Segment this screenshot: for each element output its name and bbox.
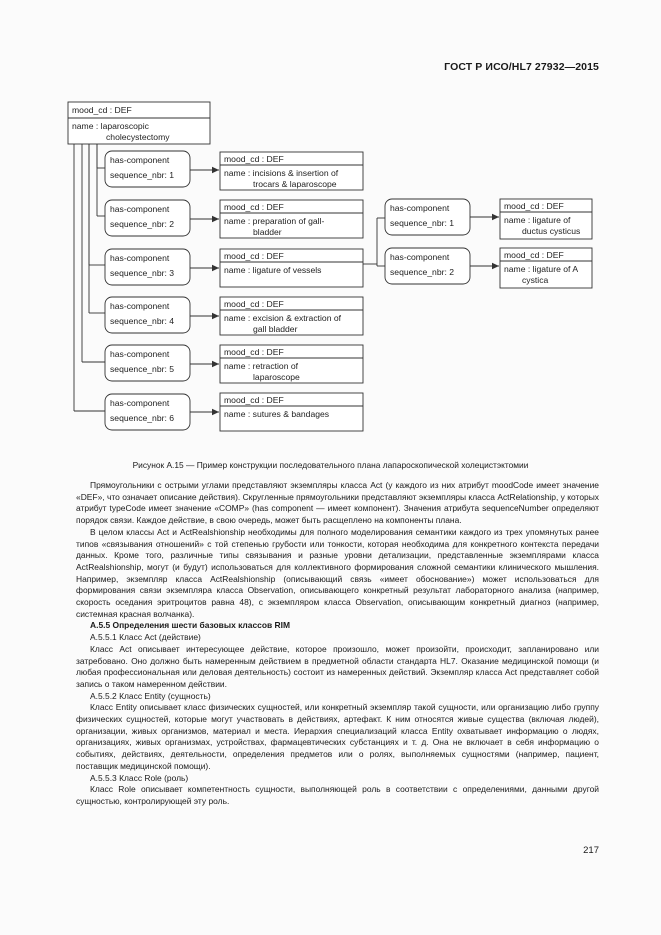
page-number: 217 xyxy=(583,845,599,856)
act-name-text: name : incisions & insertion of xyxy=(224,168,339,178)
root-name-text: name : laparoscopic xyxy=(72,121,149,131)
act-name-text: name : preparation of gall- xyxy=(224,216,325,226)
act-name-cont-text: trocars & laparoscope xyxy=(253,179,337,189)
act-name-text: name : retraction of xyxy=(224,361,299,371)
root-name-cont-text: cholecystectomy xyxy=(106,132,170,142)
act-box-5 xyxy=(220,345,363,383)
link-seq-text: sequence_nbr: 1 xyxy=(110,170,175,180)
link-type-text: has-component xyxy=(110,301,170,311)
act-mood-text: mood_cd : DEF xyxy=(224,154,284,164)
act-name-cont-text: ductus cysticus xyxy=(522,226,581,236)
link-type-text: has-component xyxy=(110,253,170,263)
paragraph: Класс Act описывает интересующее действие, которое произошло, может произойти, происходит, запланировано или затребовано. Оно должно быть намеренным действием в предметной области стандарта HL7. Оказание медицинской помощи (и любая профессиональная или деловая деятельность) состоит из намеренных действий. Экземпляр класса Act представляет собой запись о таком намеренном действии. xyxy=(76,643,599,689)
subcomponent-link-2 xyxy=(385,248,470,284)
act-box-4 xyxy=(220,297,363,335)
act-name-text: name : ligature of A xyxy=(504,264,579,274)
act-mood-text: mood_cd : DEF xyxy=(224,202,284,212)
act-name-text: name : ligature of xyxy=(504,215,571,225)
link-seq-text: sequence_nbr: 4 xyxy=(110,316,175,326)
component-link-2 xyxy=(105,200,190,236)
subsection-title: А.5.5.3 Класс Role (роль) xyxy=(90,772,189,783)
act-mood-text: mood_cd : DEF xyxy=(224,347,284,357)
link-seq-text: sequence_nbr: 2 xyxy=(110,219,175,229)
paragraph: В целом классы Act и ActRealshionship необходимы для полного моделирования семантики каждого из трех упомянутых ранее типов «связывания отношений» с той степенью грубости или тонкости, которая необходима для конкретного контекста передачи данных. Кроме того, различные типы связывания и разные уровни детализации, представленные экземплярами класса ActRealshionship, могут (и будут) использоваться для коллективного формирования сложной семантики клинического мышления. Например, экземпляр класса ActRealshionship (описывающий связь «имеет обоснование») может использоваться для формирования связи экземпляра класса Observation, описывающего конкретный результат лабораторного анализа (например, скорость оседания эритроцитов равна 48), с экземпляром класса Observation, описывающим конкретный диагноз (например, системная красная волчанка). xyxy=(76,526,599,619)
act-box-1 xyxy=(220,152,363,190)
act-mood-text: mood_cd : DEF xyxy=(224,395,284,405)
act-name-text: name : ligature of vessels xyxy=(224,265,322,275)
paragraph: Класс Entity описывает класс физических сущностей, или конкретный экземпляр такой сущности, или организацию либо группу физических сущностей, которые могут участвовать в действиях, артефакт. К ним относятся живые существа (включая людей), организации, живых организмов, материал и места. Иерархия специализаций класса Entity охватывает информацию о людях, организациях, живых организмах, устройствах, фармацевтических субстанциях и т. д. Она не включает в себя информацию о событиях, действиях, деятельности, определения предметов или о ролях, выполняемых сущностями (например, пациент, поставщик медицинской помощи). xyxy=(76,702,599,771)
subact-box-1 xyxy=(500,199,592,239)
section-heading: А.5.5 Определения шести базовых классов RIM xyxy=(90,620,291,631)
link-type-text: has-component xyxy=(110,155,170,165)
subsection-title: А.5.5.1 Класс Act (действие) xyxy=(90,632,201,643)
link-seq-text: sequence_nbr: 3 xyxy=(110,268,175,278)
act-name-cont-text: bladder xyxy=(253,227,282,237)
figure-caption: Рисунок А.15 — Пример конструкции последовательного плана лапароскопической холецистэктомии xyxy=(132,460,529,470)
link-type-text: has-component xyxy=(110,204,170,214)
link-type-text: has-component xyxy=(110,349,170,359)
document-header: ГОСТ Р ИСО/HL7 27932—2015 xyxy=(444,61,599,73)
act-name-cont-text: laparoscope xyxy=(253,372,300,382)
link-type-text: has-component xyxy=(390,203,450,213)
act-name-cont-text: cystica xyxy=(522,275,549,285)
act-name-cont-text: gall bladder xyxy=(253,324,298,334)
component-link-6 xyxy=(105,394,190,430)
act-mood-text: mood_cd : DEF xyxy=(504,201,564,211)
act-box-6 xyxy=(220,393,363,431)
act-box-2 xyxy=(220,200,363,238)
component-link-3 xyxy=(105,249,190,285)
component-link-5 xyxy=(105,345,190,381)
link-seq-text: sequence_nbr: 1 xyxy=(390,218,455,228)
plan-diagram xyxy=(0,0,661,455)
component-link-1 xyxy=(105,151,190,187)
act-name-text: name : excision & extraction of xyxy=(224,313,342,323)
root-mood-text: mood_cd : DEF xyxy=(72,105,132,115)
subact-box-2 xyxy=(500,248,592,288)
act-mood-text: mood_cd : DEF xyxy=(224,299,284,309)
link-seq-text: sequence_nbr: 5 xyxy=(110,364,175,374)
link-seq-text: sequence_nbr: 6 xyxy=(110,413,175,423)
link-type-text: has-component xyxy=(390,252,450,262)
subsection-title: А.5.5.2 Класс Entity (сущность) xyxy=(90,690,211,701)
link-type-text: has-component xyxy=(110,398,170,408)
root-act-box xyxy=(68,102,210,144)
act-name-text: name : sutures & bandages xyxy=(224,409,330,419)
act-box-3 xyxy=(220,249,363,287)
act-mood-text: mood_cd : DEF xyxy=(504,250,564,260)
link-seq-text: sequence_nbr: 2 xyxy=(390,267,455,277)
act-mood-text: mood_cd : DEF xyxy=(224,251,284,261)
paragraph: Прямоугольники с острыми углами представляют экземпляры класса Act (у каждого из них атрибут moodCode имеет значение «DEF», что означает описание действия). Скругленные прямоугольники представляют экземпляры класса ActRelationship, у которых атрибут typeCode имеет значение «COMP» (has component — имеет компонент). Значения атрибута sequenceNumber определяют порядок связи. Каждое действие, в свою очередь, может быть расщеплено на компоненты плана. xyxy=(76,480,599,526)
body-text xyxy=(76,480,599,808)
paragraph: Класс Role описывает компетентность сущности, выполняющей роль в соответствии с определениями, данными другой сущностью, контролирующей эту роль. xyxy=(76,784,599,806)
component-link-4 xyxy=(105,297,190,333)
subcomponent-link-1 xyxy=(385,199,470,235)
